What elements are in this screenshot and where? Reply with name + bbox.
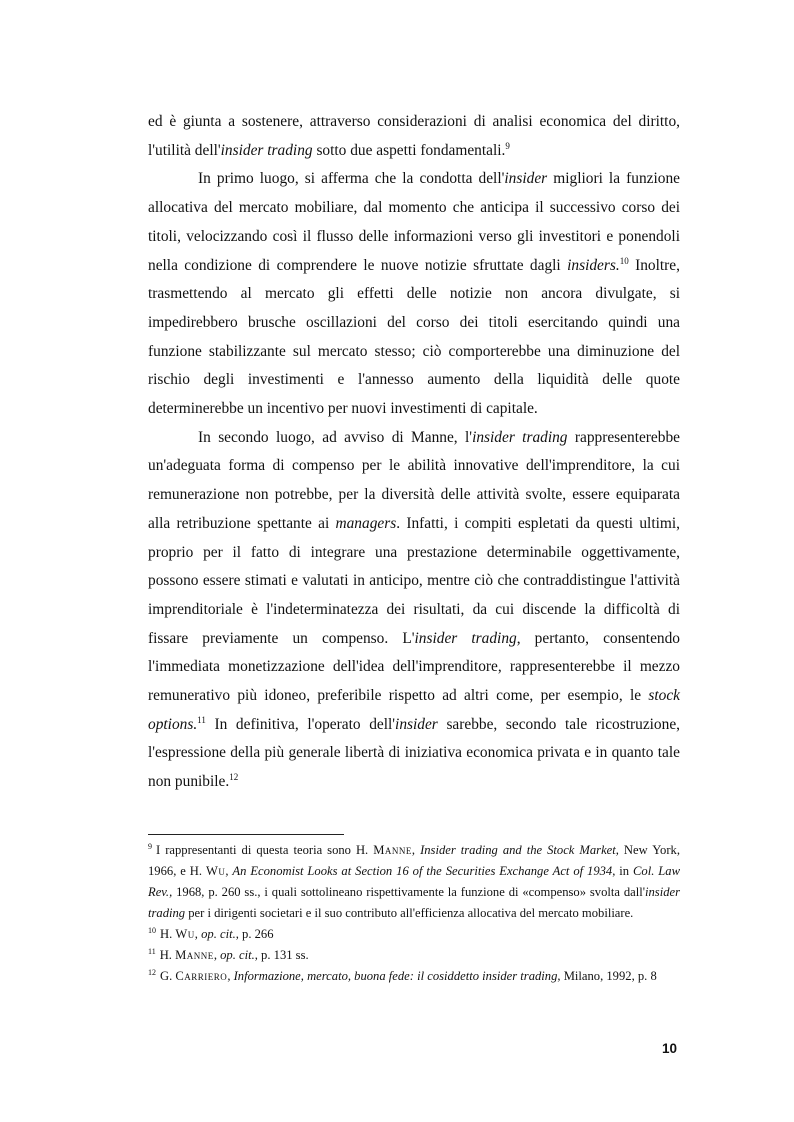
italic-text: insider trading: [220, 141, 313, 159]
text: In secondo luogo, ad avviso di Manne, l': [198, 428, 473, 446]
author-name: Manne: [373, 843, 412, 857]
footnote-number: 9: [148, 841, 152, 851]
italic-text: op. cit.: [220, 948, 255, 962]
text: ,: [225, 864, 233, 878]
italic-text: Insider trading and the Stock Market,: [420, 843, 619, 857]
footnote-number: 12: [148, 967, 156, 977]
italic-text: An Economist Looks at Section 16 of the Securities Exchange Act of 1934: [232, 864, 613, 878]
text: ,: [213, 948, 221, 962]
text: In primo luogo, si afferma che la condotta dell': [198, 170, 505, 188]
footnote-number: 10: [148, 925, 156, 935]
footnotes: [148, 840, 680, 987]
italic-text: op. cit.: [201, 927, 236, 941]
footnote-ref: 10: [619, 255, 629, 266]
footnote-10: [148, 924, 680, 945]
text: ,: [194, 927, 202, 941]
text: per i dirigenti societari e il suo contributo all'efficienza allocativa del mercato mobiliare.: [185, 906, 634, 920]
footnote-12: [148, 966, 680, 987]
text: migliori la funzione allocativa del mercato mobiliare, dal momento che anticipa il successivo corso dei titoli, velocizzando così il flusso delle informazioni verso gli investitori e ponendoli nella condizione di comprendere le nuove notizie sfruttate dagli: [148, 170, 680, 274]
italic-text: managers: [335, 514, 397, 532]
italic-text: insider trading: [472, 428, 568, 446]
author-name: Manne: [175, 948, 214, 962]
footnote-ref: 12: [229, 772, 239, 783]
text: , in: [612, 864, 634, 878]
text: , p. 266: [235, 927, 274, 941]
italic-text: insider trading: [148, 885, 680, 920]
text: sarebbe, secondo tale ricostruzione, l'espressione della più generale libertà di iniziativa economica privata e in quanto tale non punibile.: [148, 715, 680, 791]
text: I rappresentanti di questa teoria sono H.: [156, 843, 374, 857]
italic-text: insider: [504, 170, 548, 188]
text: ,: [227, 969, 234, 983]
paragraph-3: [148, 424, 680, 797]
text: H.: [159, 948, 176, 962]
footnote-separator: [148, 834, 344, 835]
text: , pertanto, consentendo l'immediata monetizzazione dell'idea dell'imprenditore, rappresenterebbe il mezzo remunerativo più idoneo, preferibile rispetto ad altri come, per esempio, le: [148, 629, 681, 705]
text: sotto due aspetti fondamentali.: [312, 141, 506, 159]
text: . Infatti, i compiti espletati da questi ultimi, proprio per il fatto di integrare una prestazione determinabile oggettivamente, possono essere stimati e valutati in anticipo, mentre ciò che contraddistingue l'attività imprenditoriale è l'indeterminatezza dei risultati, da cui discende la difficoltà di fissare previamente un compenso. L': [148, 514, 680, 647]
footnote-ref: 11: [197, 714, 206, 725]
text: ed è giunta a sostenere, attraverso considerazioni di analisi economica del diritto, l'utilità dell': [148, 113, 680, 159]
page-number: 10: [662, 1041, 678, 1056]
text: rappresenterebbe un'adeguata forma di compenso per le abilità innovative dell'imprenditore, la cui remunerazione non potrebbe, per la diversità delle attività svolte, essere equiparata alla retribuzione spettante ai: [148, 428, 680, 532]
text: In definitiva, l'operato dell': [205, 715, 396, 733]
footnote-11: [148, 945, 680, 966]
footnote-9: [148, 840, 680, 924]
author-name: Carriero: [175, 969, 228, 983]
text: , p. 131 ss.: [254, 948, 309, 962]
author-name: Wu: [205, 864, 226, 878]
footnote-number: 11: [148, 946, 156, 956]
paragraph-2: [148, 165, 680, 423]
italic-text: insider trading: [414, 629, 517, 647]
text: G.: [160, 969, 176, 983]
text: H.: [160, 927, 176, 941]
italic-text: Informazione, mercato, buona fede: il cosiddetto insider trading: [233, 969, 558, 983]
paragraph-1: [148, 108, 680, 165]
text: ,: [411, 843, 421, 857]
text: , Milano, 1992, p. 8: [557, 969, 657, 983]
footnote-ref: 9: [505, 140, 510, 151]
italic-text: insider: [395, 715, 438, 733]
text: 1968, p. 260 ss., i quali sottolineano rispettivamente la funzione di «compenso» svolta dall': [172, 885, 646, 899]
author-name: Wu: [175, 927, 195, 941]
main-text: [148, 108, 680, 797]
text: New York, 1966, e H.: [148, 843, 680, 878]
italic-text: stock options.: [148, 687, 680, 733]
italic-text: insiders.: [567, 256, 620, 274]
italic-text: Col. Law Rev.,: [148, 864, 680, 899]
text: Inoltre, trasmettendo al mercato gli effetti delle notizie non ancora divulgate, si impedirebbero brusche oscillazioni del corso dei titoli esercitando quindi una funzione stabilizzante sul mercato stesso; ciò comporterebbe una diminuzione del rischio degli investimenti e l'annesso aumento della liquidità delle quote determinerebbe un incentivo per nuovi investimenti di capitale.: [148, 256, 680, 418]
